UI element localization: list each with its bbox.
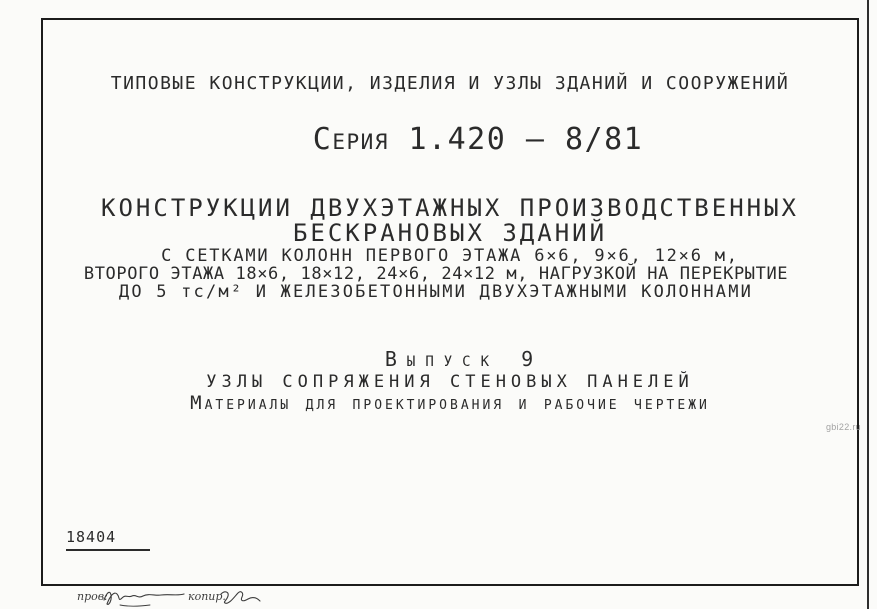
issue-number-line: Выпуск 9 xyxy=(384,347,544,371)
main-title-line-2: БЕСКРАНОВЫХ ЗДАНИЙ xyxy=(292,219,608,247)
checked-by-label: пров: xyxy=(77,590,108,603)
column-grid-spec-line-3: ДО 5 тс/м² И ЖЕЛЕЗОБЕТОННЫМИ ДВУХЭТАЖНЫМИ КОЛОННАМИ xyxy=(118,282,754,302)
series-number-line: Серия 1.420 – 8/81 xyxy=(312,122,644,157)
column-grid-spec-line-1: С СЕТКАМИ КОЛОНН ПЕРВОГО ЭТАЖА 6×6, 9×6, 12×6 м, xyxy=(161,246,739,266)
copied-by-label: копир. xyxy=(188,590,226,603)
main-title-line-1: КОНСТРУКЦИИ ДВУХЭТАЖНЫХ ПРОИЗВОДСТВЕННЫХ xyxy=(101,194,799,222)
issue-subtitle-line: Материалы для проектирования и рабочие чертежи xyxy=(190,392,710,414)
checked-by-signature xyxy=(100,586,192,608)
copied-by-signature xyxy=(215,586,263,608)
document-category-line: ТИПОВЫЕ КОНСТРУКЦИИ, ИЗДЕЛИЯ И УЗЛЫ ЗДАНИЙ И СООРУЖЕНИЙ xyxy=(110,73,790,94)
document-number: 18404 xyxy=(66,528,150,551)
signature-row xyxy=(0,586,877,609)
drawing-frame-border xyxy=(41,18,859,586)
watermark-text: gbi22.ru xyxy=(826,422,861,432)
right-edge-line xyxy=(867,0,869,609)
column-grid-spec-line-2: ВТОРОГО ЭТАЖА 18×6, 18×12, 24×6, 24×12 м, НАГРУЗКОЙ НА ПЕРЕКРЫТИЕ xyxy=(83,264,789,284)
issue-title-line: УЗЛЫ СОПРЯЖЕНИЯ СТЕНОВЫХ ПАНЕЛЕЙ xyxy=(206,372,694,392)
